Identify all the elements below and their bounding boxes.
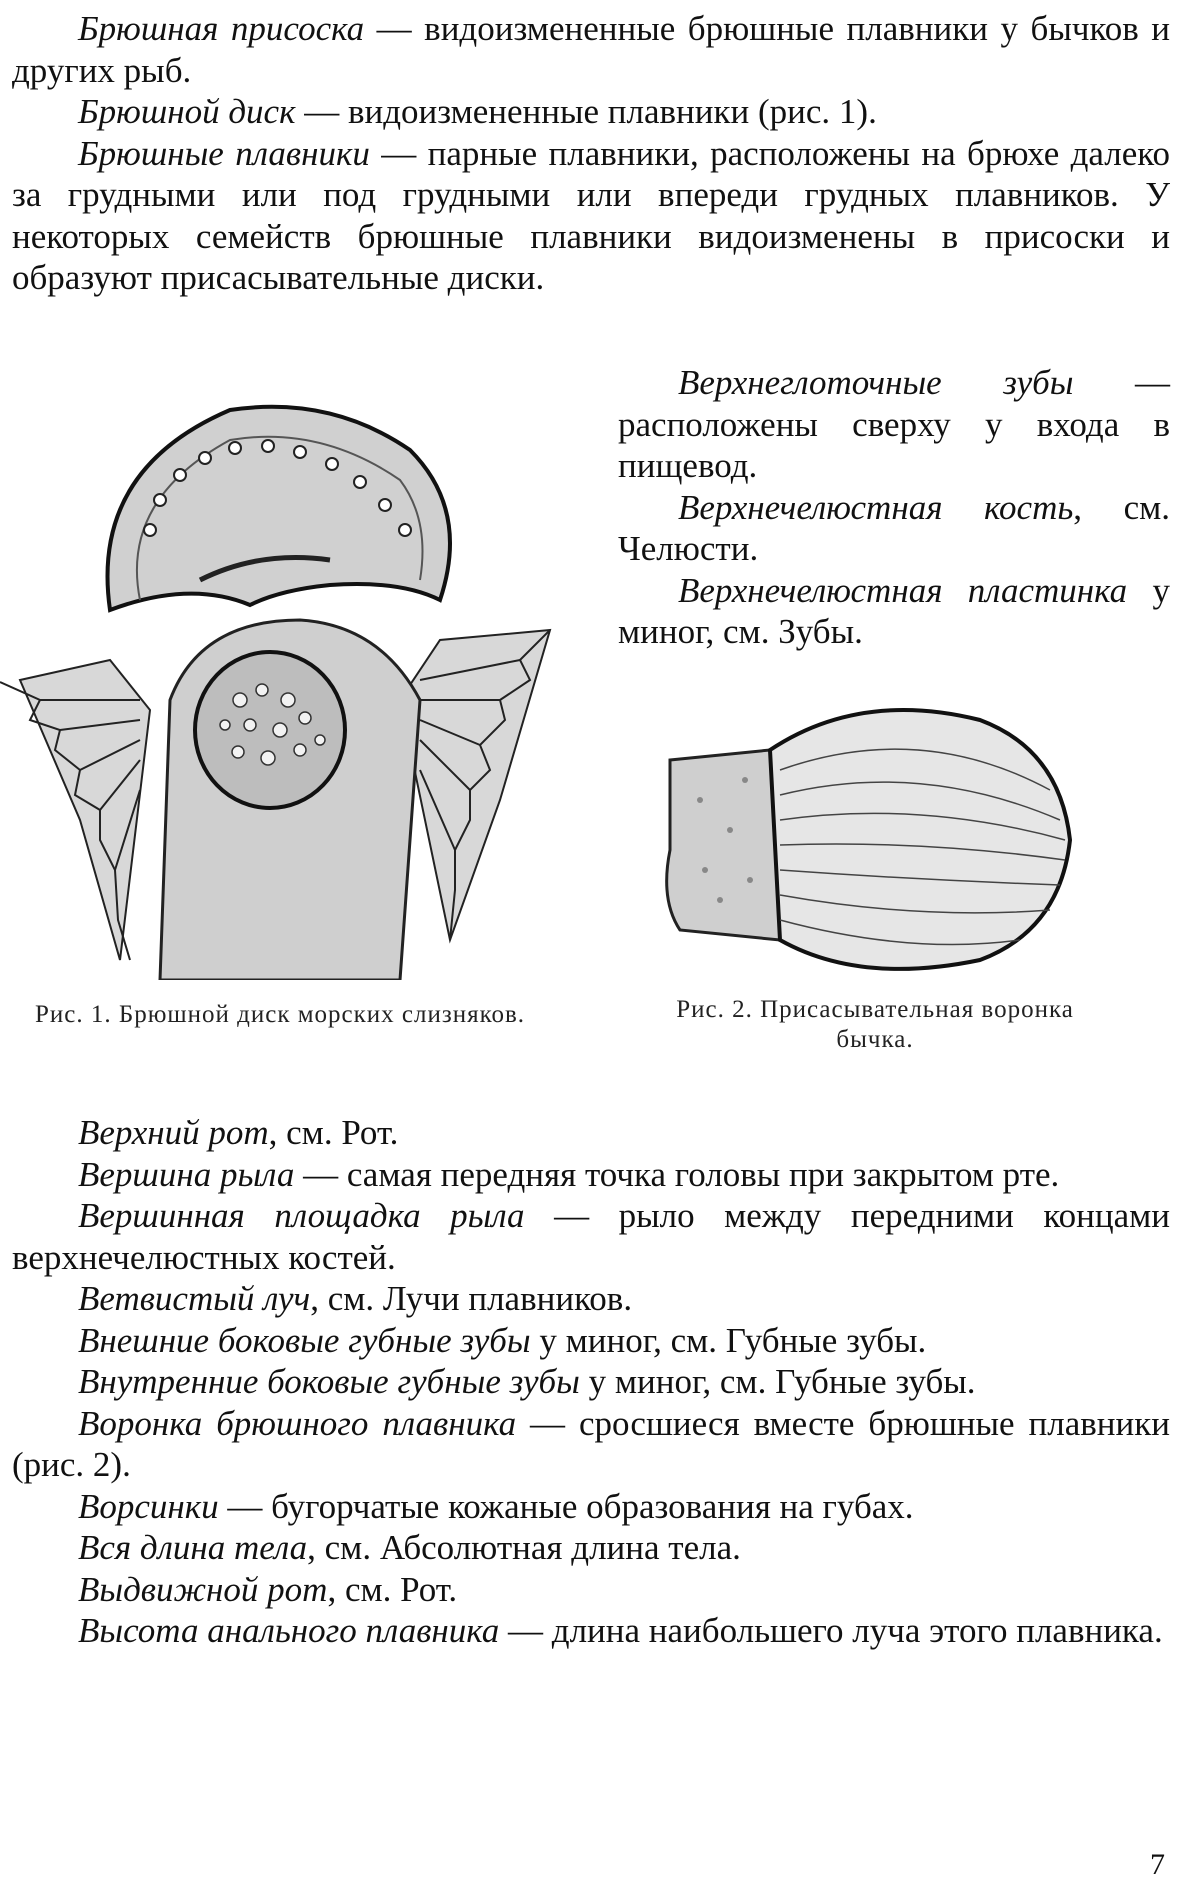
entry: [618, 570, 1170, 653]
entry-term: Брюшная присоска: [78, 9, 365, 48]
entry-term: Верхнеглоточные зубы: [678, 363, 1074, 402]
page-number: 7: [1150, 1848, 1165, 1881]
entry-term: Верхнечелюстная пластинка: [678, 570, 1128, 610]
entry: [12, 1486, 1170, 1528]
entry: [618, 487, 1170, 570]
entry-term: Воронка брюшного плавника: [78, 1403, 517, 1443]
entry: [12, 1278, 1170, 1320]
entry: [618, 362, 1170, 487]
entry-text: у миног, см. Губные зубы.: [579, 1362, 976, 1401]
entry: [12, 1320, 1170, 1362]
entry: [12, 1112, 1170, 1154]
entry-text: — видоизмененные брюшные плавники у бычков и других рыб.: [12, 9, 1170, 90]
entry-term: Внешние боковые губные зубы: [78, 1320, 531, 1360]
entry-text: у миног, см. Губные зубы.: [530, 1320, 927, 1360]
entry: [12, 1195, 1170, 1278]
entry-text: — бугорчатые кожаные образования на губах.: [218, 1486, 914, 1526]
entry: [12, 8, 1170, 91]
figure-2-caption: Рис. 2. Присасывательная воронка бычка.: [676, 996, 1074, 1053]
entry-term: Вся длина тела: [78, 1528, 308, 1567]
entries-right: [618, 362, 1170, 653]
entry: [12, 1527, 1170, 1569]
entry-term: Верхнечелюстная кость: [678, 487, 1074, 527]
entry-text: , см. Абсолютная длина тела.: [307, 1528, 741, 1567]
entry: [12, 1610, 1170, 1652]
figure-2-suction-funnel: [660, 700, 1080, 980]
entry-term: Брюшной диск: [78, 92, 296, 131]
entry-term: Внутренние боковые губные зубы: [78, 1362, 580, 1401]
entry: [12, 1569, 1170, 1611]
entry: [12, 1361, 1170, 1403]
entry-term: Ворсинки: [78, 1486, 219, 1526]
entry: [12, 1403, 1170, 1486]
entry-text: — рыло между передними концами верхнечелюстных костей.: [12, 1196, 1170, 1277]
entry-term: Вершинная площадка рыла: [78, 1196, 525, 1235]
entry-text: — самая передняя точка головы при закрытом рте.: [294, 1154, 1060, 1194]
entry: [12, 133, 1170, 299]
entry-term: Брюшные плавники: [78, 133, 370, 173]
entry: [12, 91, 1170, 133]
entry-text: , см. Рот.: [327, 1569, 458, 1609]
entry-term: Высота анального плавника: [78, 1611, 500, 1650]
entry-text: у миног, см. Зубы.: [618, 570, 1171, 651]
entries-bottom: [12, 1112, 1170, 1652]
entry-text: — длина наибольшего луча этого плавника.: [499, 1611, 1163, 1650]
entry-text: , см. Рот.: [268, 1113, 399, 1152]
figure-1-ventral-disk: [0, 400, 560, 980]
entry-text: — расположены сверху у входа в пищевод.: [618, 363, 1171, 485]
entry-text: , см. Челюсти.: [618, 487, 1170, 568]
entry-text: — парные плавники, расположены на брюхе далеко за грудными или под грудными или впереди грудных плавников. У некоторых семейств брюшные плавники видоизменены в присоски и образуют присасывательные диски.: [12, 133, 1171, 297]
entry: [12, 1154, 1170, 1196]
entry-term: Ветвистый луч: [78, 1279, 311, 1318]
entries-top: [12, 8, 1170, 299]
entry-text: — сросшиеся вместе брюшные плавники (рис. 2).: [12, 1403, 1170, 1484]
entry-term: Верхний рот: [78, 1113, 269, 1152]
entry-term: Выдвижной рот: [78, 1569, 328, 1609]
entry-term: Вершина рыла: [78, 1154, 295, 1194]
entry-text: — видоизмененные плавники (рис. 1).: [295, 92, 877, 131]
entry-text: , см. Лучи плавников.: [310, 1279, 633, 1318]
figure-1-caption: Рис. 1. Брюшной диск морских слизняков.: [34, 1001, 526, 1028]
